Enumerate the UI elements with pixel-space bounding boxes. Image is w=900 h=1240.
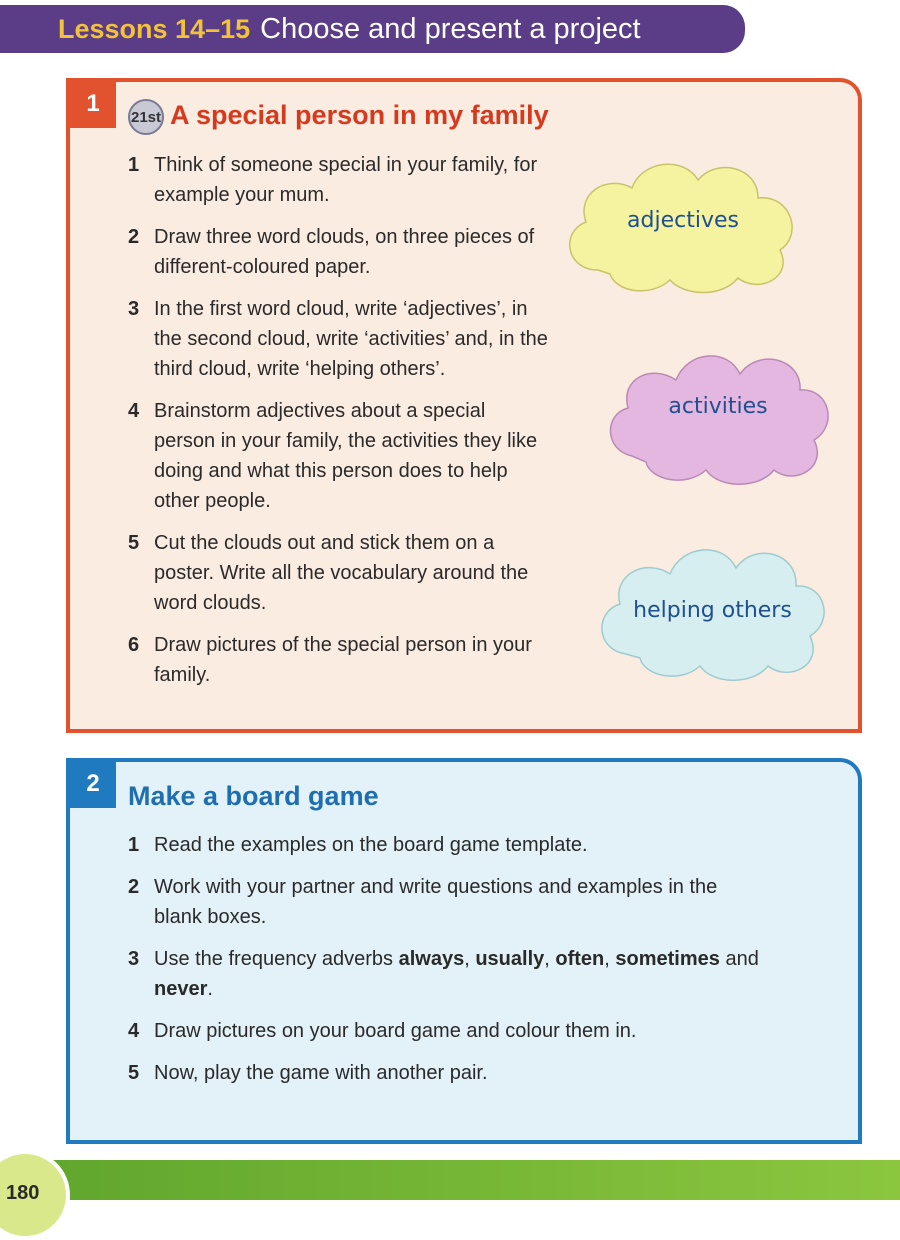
special-person-steps	[128, 150, 548, 702]
adverb-often: often	[555, 948, 605, 970]
list-item: 3 Use the frequency adverbs always, usually, often, sometimes and never.	[128, 948, 759, 1000]
lesson-range: Lessons 14–15	[58, 13, 251, 44]
adverb-sometimes: sometimes	[615, 948, 720, 970]
helping-others-cloud	[590, 532, 835, 690]
board-game-steps	[128, 830, 768, 1100]
lesson-header	[0, 5, 745, 53]
section-title-board-game: Make a board game	[128, 781, 379, 811]
list-item: 2 Work with your partner and write questions and examples in the blank boxes.	[128, 876, 718, 928]
cloud-label: helping others	[633, 598, 792, 623]
adjectives-cloud	[558, 150, 808, 300]
list-item: 5 Cut the clouds out and stick them on a poster. Write all the vocabulary around the word clouds.	[128, 532, 529, 614]
list-item: 3 In the first word cloud, write ‘adjectives’, in the second cloud, write ‘activities’ and, in the third cloud, write ‘helping others’.	[128, 298, 548, 380]
list-item: 2 Draw three word clouds, on three pieces of different-coloured paper.	[128, 226, 535, 278]
list-item: 1 Read the examples on the board game template.	[128, 834, 588, 856]
adverb-always: always	[398, 948, 465, 970]
adverb-usually: usually	[475, 948, 545, 970]
list-item: 4 Brainstorm adjectives about a special person in your family, the activities they like doing and what this person does to help other people.	[128, 400, 538, 512]
section-title-special-person: A special person in my family	[170, 100, 549, 130]
section-number-2: 2	[70, 760, 116, 808]
adverb-never: never	[154, 978, 208, 1000]
list-item: 6 Draw pictures of the special person in your family.	[128, 634, 532, 686]
lesson-title: Choose and present a project	[260, 12, 641, 45]
page-number: 180	[6, 1182, 40, 1204]
cloud-label: activities	[668, 394, 768, 419]
list-item: 5 Now, play the game with another pair.	[128, 1062, 488, 1084]
cloud-label: adjectives	[627, 208, 739, 233]
21st-century-skills-badge: 21st	[128, 99, 164, 135]
activities-cloud	[598, 338, 838, 493]
page-footer-bar	[0, 1160, 900, 1200]
list-item: 1 Think of someone special in your family, for example your mum.	[128, 154, 538, 206]
list-item: 4 Draw pictures on your board game and colour them in.	[128, 1020, 637, 1042]
section-number-1: 1	[70, 80, 116, 128]
